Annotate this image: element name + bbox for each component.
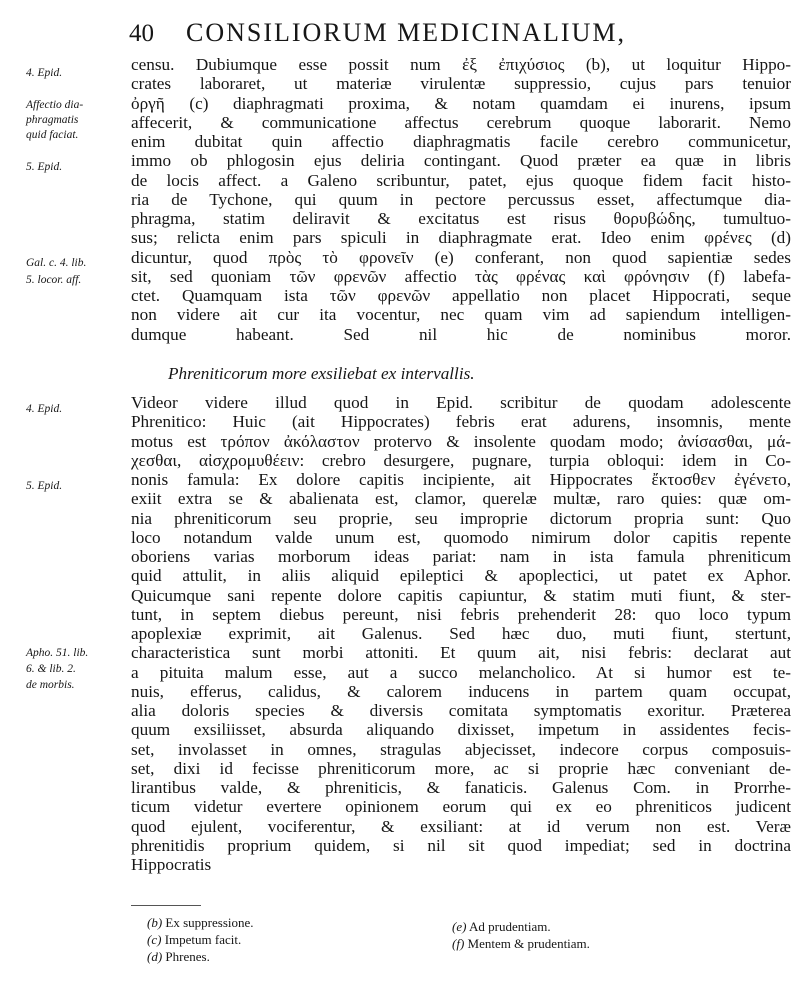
footnote-e [452,918,551,935]
section-heading: Phreniticorum more exsiliebat ex intervallis. [168,364,475,383]
text-line: set, involasset in omnes, stragulas abjecisset, indecore corpus composuis- [131,739,791,759]
text-line: lirantibus valde, & phreniticis, & fanaticis. Galenus Com. in Prorrhe- [131,778,791,797]
margin-note: Affectio dia- [26,99,84,111]
text-line: exiit extra se & abalienata est, clamor, querelæ multæ, raro quies: quæ om- [131,489,791,509]
footnote-rule [131,905,201,906]
margin-note: Apho. 51. lib. [26,647,89,659]
margin-note: phragmatis [26,114,79,126]
text-line: quod ejulent, vociferentur, & exsiliant: at id verum non est. Veræ [131,816,791,836]
text-line: nonis famula: Ex dolore capitis incipiente, ait Hippocrates ἔκτοσθεν ἐγένετο, [131,470,791,489]
text-line: enim dubitat quin affectio diaphragmatis facile cerebro communicetur, [131,132,791,151]
text-line: loco notandum valde unum est, quomodo nimirum dolor capitis repente [131,527,791,547]
text-line: apoplexiæ exprimit, ait Galenus. Sed hæc duo, muti fiunt, stertunt, [131,624,791,643]
text-line: a pituita malum esse, aut a succo melancholico. At si humor est te- [131,662,791,682]
text-line: immo ob phlogosin ejus deliria contingant. Quod præter ea quæ in libris [131,151,791,171]
text-line: characteristica sunt morbi attoniti. Et quum ait, nisi febris: declarat aut [131,643,791,663]
text-line: quum exsiliisset, absurda aliquando dixisset, impetum in assidentes fecis- [131,720,791,740]
footnote-d [147,948,210,965]
footnote-text: Phrenes. [165,949,210,964]
footnote-b [147,914,254,931]
margin-note: 4. Epid. [26,67,63,79]
margin-note: quid faciat. [26,129,79,141]
margin-note: 4. Epid. [26,403,63,415]
text-line: Quicumque sani repente dolore capitis capiuntur, & statim muti fiunt, & ster- [131,585,791,605]
text-line: sit, sed quoniam τῶν φρενῶν affectio τὰς φρένας καὶ φρόνησιν (f) labefa- [131,266,791,286]
text-line: censu. Dubiumque esse possit num ἐξ ἐπιχύσιος (b), ut loquitur Hippo- [131,55,791,74]
text-line: quid attulit, in aliis aliquid epileptici & apoplectici, ut patet ex Aphor. [131,566,791,586]
text-line: alia doloris species & diversis comitata symptomatis exoritur. Præterea [131,701,791,720]
footnote-mark: (f) [452,936,465,951]
text-line: affecerit, & communicatione affectus cerebrum quoque laborarit. Nemo [131,112,791,132]
running-title: CONSILIORUM MEDICINALIUM, [186,18,626,47]
footnote-f [452,935,590,952]
margin-note: 6. & lib. 2. [26,663,76,675]
text-line: ria de Tychone, qui quum in pectore percussus esset, affectumque dia- [131,189,791,209]
text-line: nia phreniticorum seu proprie, seu improprie dictorum propria sunt: Quo [131,508,791,528]
text-line: ὀργῆ (c) diaphragmati proxima, & notam quamdam ei inurens, ipsum [131,93,791,113]
margin-note: 5. locor. aff. [26,274,82,286]
margin-note: 5. Epid. [26,161,63,173]
text-line: χεσθαι, αἰσχρομυθέειν: crebro desurgere, pugnare, turpia obloqui: idem in Co- [131,450,791,470]
text-line: oboriens varias morborum ideas pariat: nam in ista famula phreniticum [131,547,791,566]
text-line: sus; relicta enim pars spiculi in diaphragmate erat. Ideo enim φρένες (d) [131,228,791,248]
footnote-c [147,931,241,948]
footnote-mark: (b) [147,915,163,930]
text-line: phragma, statim deliravit & excitatus est risus θορυβώδης, tumultuo- [131,209,791,228]
text-line: phrenitidis proprium quidem, si nil sit quod impediat; sed in doctrina [131,835,791,855]
margin-note: de morbis. [26,679,75,691]
margin-note: Gal. c. 4. lib. [26,257,87,269]
paragraph-one [131,55,791,344]
text-line: ctet. Quamquam ista τῶν φρενῶν appellatio non placet Hippocrati, seque [131,286,791,305]
footnote-text: Impetum facit. [164,932,242,947]
text-line: Phrenitico: Huic (ait Hippocrates) febris erat adurens, insomnis, mente [131,412,791,432]
paragraph-two [131,393,791,874]
text-line: set, dixi id fecisse phreniticorum more, ac si proprie hæc conveniant de- [131,758,791,778]
page-number: 40 [129,20,154,47]
footnote-text: Ad prudentiam. [468,919,551,934]
text-line: tunt, in septem diebus pereunt, nisi febris prehenderit 28: quo loco typum [131,604,791,624]
footnote-text: Mentem & prudentiam. [467,936,590,951]
text-line: ticum videtur evertere opinionem eorum qui ex eo phreniticos judicent [131,797,791,817]
footnote-mark: (d) [147,949,163,964]
text-line: crates laboraret, ut materiæ virulentæ suppressio, cujus pars tenuior [131,74,791,94]
text-line: de locis affect. a Galeno scribuntur, patet, ejus quoque fidem facit histo- [131,170,791,190]
footnote-mark: (c) [147,932,162,947]
text-line: non videre ait cur ita vocentur, nec quam vim ad sapiendum intelligen- [131,305,791,325]
text-line: nuis, efferus, calidus, & calorem inducens in partem quam occupat, [131,681,791,701]
text-line: Videor videre illud quod in Epid. scribitur de quodam adolescente [131,393,791,412]
text-line: motus est τρόπον ἀκόλαστον protervo & insolente quodam modo; ἀνίσασθαι, μά- [131,431,791,451]
text-line: dumque habeant. Sed nil hic de nominibus moror. [131,324,791,344]
footnote-text: Ex suppressione. [165,915,254,930]
margin-note: 5. Epid. [26,480,63,492]
text-line: Hippocratis [131,855,212,874]
text-line: dicuntur, quod πρὸς τὸ φρονεῖν (e) conferant, non quod sapientiæ sedes [131,247,791,267]
footnote-mark: (e) [452,919,467,934]
